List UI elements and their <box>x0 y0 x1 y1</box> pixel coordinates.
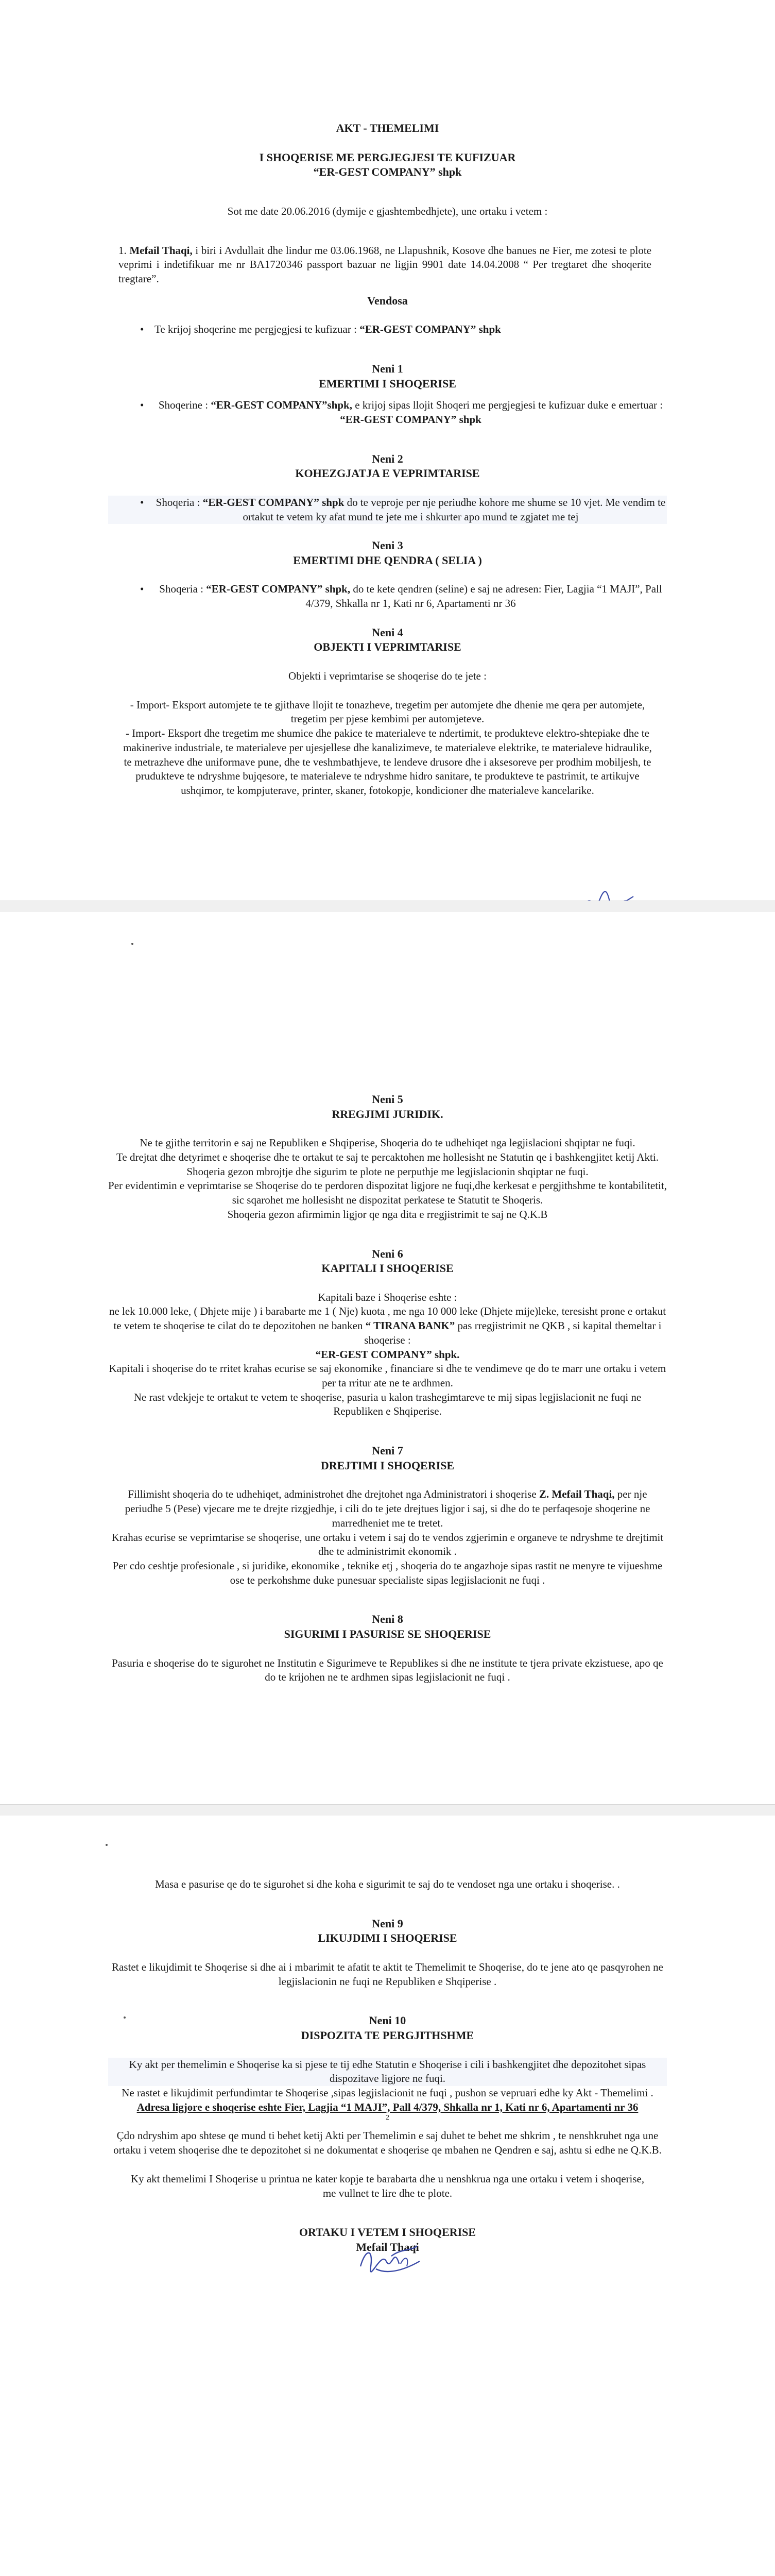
article-5-item-3: Shoqeria gezon mbrojtje dhe sigurim te plote ne perputhje me legjislacionin shqiptar ne fuqi. <box>186 1165 589 1178</box>
vendosa-label: Vendosa <box>367 294 408 307</box>
article-3-bullet <box>108 582 667 611</box>
article-6-item-2: Kapitali i shoqerise do te rritet krahas ecurise se saj ekonomike , financiare si dhe te vendimeve qe do te marr une ortaku i vetem per ta rritur ate ne te ardhmen. <box>109 1362 666 1389</box>
article-6-capital-text-2: pas rregjistrimit ne QKB , si kapital themeltar i shoqerise : <box>364 1319 662 1346</box>
article-8-number: Neni 8 <box>372 1613 403 1626</box>
founder-paragraph <box>108 244 667 286</box>
article-6-capital-line: Kapitali baze i Shoqerise eshte : <box>318 1291 457 1303</box>
page-separator-1 <box>0 901 775 913</box>
article-5-item-1: Ne te gjithe territorin e saj ne Republiken e Shqiperise, Shoqeria do te udhehiqet nga legjislacioni shqiptar ne fuqi. <box>140 1137 635 1149</box>
article-7-text-a: Fillimisht shoqeria do te udhehiqet, administrohet dhe drejtohet nga Administratori i shoqerise <box>128 1488 537 1501</box>
article-3-number: Neni 3 <box>372 539 403 552</box>
article-8-item-2: Masa e pasurise qe do te sigurohet si dhe koha e sigurimit te saj do te vendoset nga une ortaku i shoqerise. . <box>155 1878 620 1890</box>
article-5-title: RREGJIMI JURIDIK. <box>332 1107 443 1121</box>
article-4-item-1: - Import- Eksport automjete te te gjithave llojit te tonazheve, tregetim per automjete dhe dhenie me qera per automjete, tregetim per pjese kembimi per automjeteve. <box>130 698 645 725</box>
document-page-3 <box>0 1816 775 2576</box>
article-5-item-2: Te drejtat dhe detyrimet e shoqerise dhe te ortakut te saj te percaktohen me hollesisht ne Statutin qe i bashkengjitet ketij Akti. <box>116 1150 659 1163</box>
article-3-title: EMERTIMI DHE QENDRA ( SELIA ) <box>293 553 482 567</box>
closing-statement: Ky akt themelimi I Shoqerise u printua ne kater kopje te barabarta dhe u nenshkrua nga une ortaku i vetem i shoqerise, me vullnet te lire dhe te plote. <box>130 2172 645 2199</box>
article-5-item-4: Per evidentimin e veprimtarise se Shoqerise do te perdoren dispozitat ligjore ne fuqi,dhe kerkesat e pergjithshme te kontabilitetit, sic sqarohet me hollesisht ne dispozitat perkatese te Statutit te Shoqeris. <box>108 1179 667 1207</box>
article-5-number: Neni 5 <box>372 1093 403 1106</box>
article-7-title: DREJTIMI I SHOQERISE <box>320 1459 455 1472</box>
article-10-number: Neni 10 <box>369 2014 406 2027</box>
article-10-item-4: Çdo ndryshim apo shtese qe mund ti behet ketij Akti per Themelimin e saj duhet te behet me shkrim , te nenshkruhet nga une ortaku i vetem shoqerise dhe te depozitohet si ne dokumentat e shoqerise qe mbahen ne Qendren e saj, ashtu si edhe ne Q.K.B. <box>113 2129 662 2157</box>
article-7-item-3: Per cdo ceshtje profesionale , si juridike, ekonomike , teknike etj , shoqeria do te angazhoje sipas rastit ne menyre te vijueshme ose te perkohshme duke punesuar specialiste sipas legjislacionit ne fuqi . <box>112 1559 663 1586</box>
article-4-item-2: - Import- Eksport dhe tregetim me shumice dhe pakice te materialeve te ndertimit, te produkteve elektro-shtepiake dhe te makinerive industriale, te materialeve per ujesjellese dhe kanalizimeve, te materialeve elektrike, te materialeve hidraulike, te metrazheve dhe uniformave pune, dhe te veshmbathjeve, te lendeve drusore dhe i aksesoreve per prodhim mobiljesh, te prudukteve te ndryshme bujqesore, te materialeve te ndryshme hidro sanitare, te produkteve te pastrimit, te artikujve ushqimor, te kompjuterave, printer, skaner, fotokopje, kondicioner dhe materialeve kancelarike. <box>123 727 652 797</box>
article-8-item-1: Pasuria e shoqerise do te sigurohet ne Institutin e Sigurimeve te Republikes si dhe ne institute te tjera private ekzistuese, apo qe do te krijohen ne te ardhmen sipas legjislacionit ne fuqi . <box>112 1656 663 1684</box>
article-10-item-2: Ne rastet e likujdimit perfundimtar te Shoqerise ,sipas legjislacionit ne fuqi , pushon se vepruari edhe ky Akt - Themelimi . <box>122 2086 653 2099</box>
founder-num: 1. <box>118 244 127 257</box>
article-10-item-1: Ky akt per themelimin e Shoqerise ka si pjese te tij edhe Statutin e Shoqerise i cili i bashkengjitet dhe depozitohet sipas dispozitave ligjore ne fuqi. <box>108 2058 667 2086</box>
article-6-item-1 <box>108 1291 667 1362</box>
doc-subtitle-1: I SHOQERISE ME PERGJEGJESI TE KUFIZUAR <box>259 150 516 164</box>
initials-signature-page-1 <box>582 886 639 901</box>
article-9-item-1: Rastet e likujdimit te Shoqerise si dhe ai i mbarimit te afatit te aktit te Themelimit te Shoqerise, do te jene ato qe pasqyrohen ne legjislacionin ne fuqi ne Republiken e Shqiperise . <box>112 1960 663 1988</box>
page-number: 2 <box>386 2114 389 2122</box>
doc-title: AKT - THEMELIMI <box>336 122 439 134</box>
founder-text: i biri i Avdullait dhe lindur me 03.06.1968, ne Llapushnik, Kosove dhe banues ne Fier, me zotesi te plote veprimi i indetifikuar me nr BA1720346 passport bazuar ne ligjin 9901 date 14.04.2008 “ Per tregtaret dhe shoqerite tregtare”. <box>118 244 652 285</box>
article-1-title: EMERTIMI I SHOQERISE <box>319 377 456 390</box>
article-1-company-2: “ER-GEST COMPANY” shpk <box>340 413 481 426</box>
article-9-title: LIKUJDIMI I SHOQERISE <box>318 1931 457 1945</box>
article-3-company: “ER-GEST COMPANY” shpk, <box>206 583 351 596</box>
article-1-bullet <box>108 398 667 427</box>
article-6-bank: “ TIRANA BANK” <box>365 1319 455 1332</box>
decision-text: Te krijoj shoqerine me pergjegjesi te kufizuar : <box>154 323 357 336</box>
article-4-intro: Objekti i veprimtarise se shoqerise do te jete : <box>288 670 487 683</box>
article-9-number: Neni 9 <box>372 1917 403 1930</box>
document-page-2 <box>0 912 775 1804</box>
article-7-item-1 <box>108 1487 667 1530</box>
article-1-number: Neni 1 <box>372 362 403 375</box>
article-6-item-3: Ne rast vdekjeje te ortakut te vetem te shoqerise, pasuria u kalon trashegimtareve te mij sipas legjislacionit ne fuqi ne Republiken e Shqiperise. <box>133 1391 642 1418</box>
article-1-pre: Shoqerine : <box>158 399 209 412</box>
page-separator-2 <box>0 1804 775 1817</box>
article-3-pre: Shoqeria : <box>159 583 203 596</box>
article-2-company: “ER-GEST COMPANY” shpk <box>202 496 345 509</box>
article-1-text: e krijoj sipas llojit Shoqeri me pergjegjesi te kufizuar duke e emertuar : <box>355 399 663 412</box>
article-6-company: “ER-GEST COMPANY” shpk. <box>315 1348 460 1361</box>
article-8-title: SIGURIMI I PASURISE SE SHOQERISE <box>284 1627 491 1640</box>
decision-company: “ER-GEST COMPANY” shpk <box>359 323 501 336</box>
article-7-text-b: per nje periudhe 5 (Pese) vjecare me te drejte rizgjedhje, i cili do te jete drejtues ligjor i saj, si dhe do te perfaqesoje shoqerine ne marredheniet me te tretet. <box>125 1488 650 1529</box>
article-6-capital-text: ne lek 10.000 leke, ( Dhjete mije ) i barabarte me 1 ( Nje) kuota , me nga 10 000 leke (Dhjete mije)leke, teresisht prone e ortakut te vetem te shoqerise te cilat do te depozitohen ne banken <box>109 1305 666 1332</box>
article-6-number: Neni 6 <box>372 1247 403 1260</box>
article-6-title: KAPITALI I SHOQERISE <box>321 1262 454 1275</box>
signatory-title: ORTAKU I VETEM I SHOQERISE <box>299 2226 476 2239</box>
article-4-title: OBJEKTI I VEPRIMTARISE <box>314 640 461 654</box>
intro-line: Sot me date 20.06.2016 (dymije e gjashtembedhjete), une ortaku i vetem : <box>227 205 548 217</box>
article-2-bullet <box>108 496 667 524</box>
article-3-text: do te kete qendren (seline) e saj ne adresen: Fier, Lagjia “1 MAJI”, Pall 4/379, Shkalla nr 1, Kati nr 6, Apartamenti nr 36 <box>305 583 662 610</box>
article-7-item-2: Krahas ecurise se veprimtarise se shoqerise, une ortaku i vetem i saj do te vendos zgjerimin e organeve te ndryshme te drejtimit dhe te administrimit ekonomik . <box>111 1531 664 1558</box>
article-2-number: Neni 2 <box>372 452 403 465</box>
signatory-name: Mefail Thaqi <box>356 2240 419 2253</box>
founder-name: Mefail Thaqi, <box>129 244 193 257</box>
article-5-item-5: Shoqeria gezon afirmimin ligjor qe nga dita e rregjistrimit te saj ne Q.K.B <box>227 1208 548 1221</box>
article-2-pre: Shoqeria : <box>156 496 200 509</box>
article-10-address: Adresa ligjore e shoqerise eshte Fier, Lagjia “1 MAJI”, Pall 4/379, Shkalla nr 1, Kati nr 6, Apartamenti nr 36 <box>136 2100 639 2113</box>
article-10-title: DISPOZITA TE PERGJITHSHME <box>301 2028 474 2042</box>
article-4-number: Neni 4 <box>372 625 403 639</box>
article-1-company: “ER-GEST COMPANY”shpk, <box>211 399 352 412</box>
article-7-administrator: Z. Mefail Thaqi, <box>539 1488 615 1501</box>
handwritten-signature <box>355 2238 427 2279</box>
article-7-number: Neni 7 <box>372 1444 403 1458</box>
article-2-text: do te veproje per nje periudhe kohore me shume se 10 vjet. Me vendim te ortakut te vetem ky afat mund te jete me i shkurter apo mund te zgjatet me tej <box>243 496 666 523</box>
article-2-title: KOHEZGJATJA E VEPRIMTARISE <box>295 467 480 480</box>
document-page-1 <box>0 0 775 901</box>
decision-bullet <box>108 323 667 337</box>
doc-subtitle-2: “ER-GEST COMPANY” shpk <box>313 165 462 179</box>
